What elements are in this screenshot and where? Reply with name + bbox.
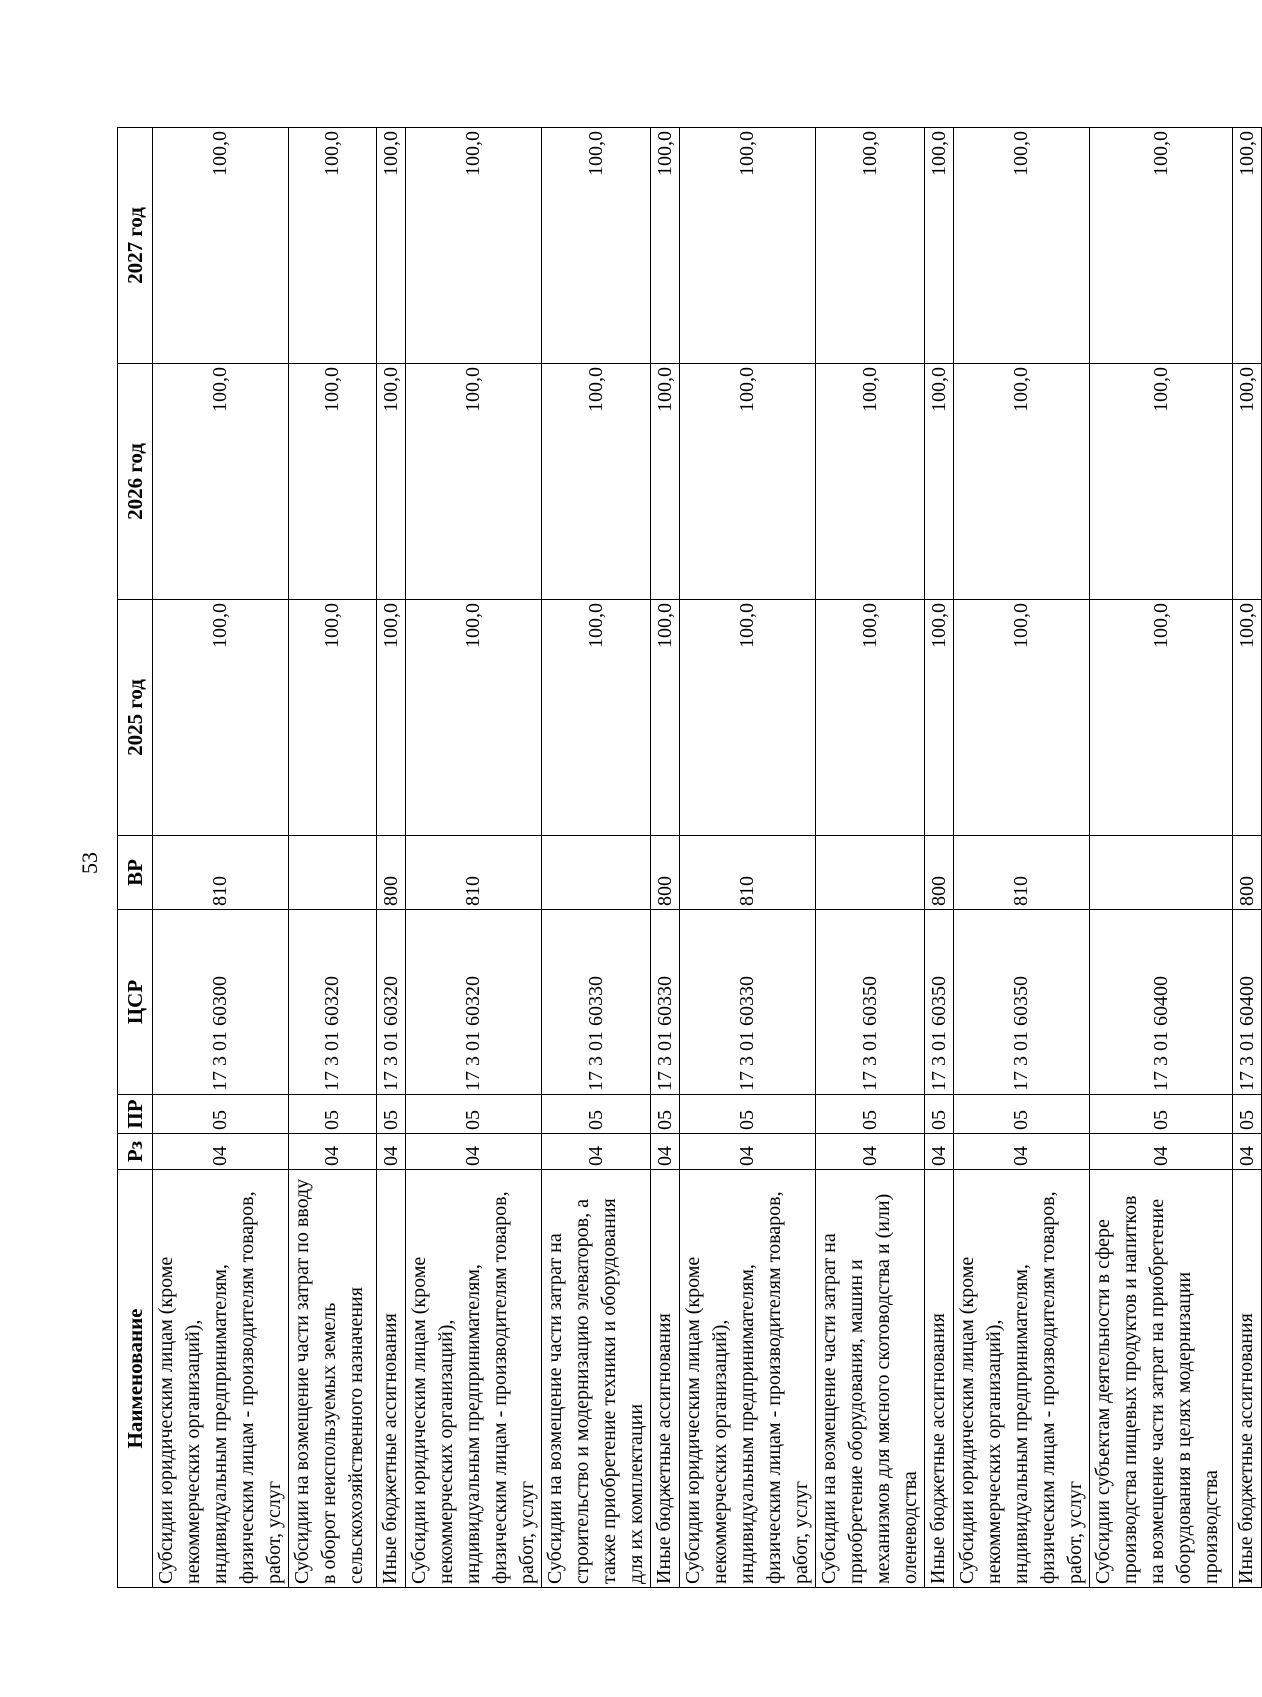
row-2025: 100,0 (542, 600, 651, 836)
row-2026: 100,0 (153, 364, 289, 600)
row-vr: 800 (1233, 836, 1262, 910)
row-2026: 100,0 (1233, 364, 1262, 600)
row-rz: 04 (816, 1134, 925, 1170)
row-rz: 04 (680, 1134, 816, 1170)
row-pr: 05 (954, 1095, 1090, 1134)
row-2026: 100,0 (1090, 364, 1233, 600)
row-csr: 17 3 01 60320 (406, 910, 542, 1095)
row-2027: 100,0 (680, 128, 816, 364)
row-2027: 100,0 (1090, 128, 1233, 364)
row-name: Субсидии юридическим лицам (кроме некоммерческих организаций), индивидуальным предпринимателям, физическим лицам - производителям товаров, работ, услуг (954, 1170, 1090, 1588)
table-row (377, 128, 406, 1588)
row-2025: 100,0 (680, 600, 816, 836)
row-name: Субсидии юридическим лицам (кроме некоммерческих организаций), индивидуальным предпринимателям, физическим лицам - производителям товаров, работ, услуг (153, 1170, 289, 1588)
row-pr: 05 (651, 1095, 680, 1134)
row-name: Иные бюджетные ассигнования (651, 1170, 680, 1588)
row-rz: 04 (954, 1134, 1090, 1170)
row-2027: 100,0 (542, 128, 651, 364)
table-row (954, 128, 1090, 1588)
row-2026: 100,0 (651, 364, 680, 600)
row-2025: 100,0 (1233, 600, 1262, 836)
row-2026: 100,0 (925, 364, 954, 600)
row-pr: 05 (1090, 1095, 1233, 1134)
row-name: Субсидии юридическим лицам (кроме некоммерческих организаций), индивидуальным предпринимателям, физическим лицам - производителям товаров, работ, услуг (680, 1170, 816, 1588)
row-pr: 05 (289, 1095, 377, 1134)
row-2025: 100,0 (289, 600, 377, 836)
row-vr (816, 836, 925, 910)
row-name: Субсидии субъектам деятельности в сфере производства пищевых продуктов и напитков на возмещение части затрат на приобретение оборудования в целях модернизации производства (1090, 1170, 1233, 1588)
row-rz: 04 (406, 1134, 542, 1170)
table-row (680, 128, 816, 1588)
row-vr: 800 (925, 836, 954, 910)
row-vr: 800 (377, 836, 406, 910)
row-rz: 04 (289, 1134, 377, 1170)
table-header-row (118, 128, 153, 1588)
table-row (651, 128, 680, 1588)
row-rz: 04 (377, 1134, 406, 1170)
row-vr: 810 (954, 836, 1090, 910)
row-2025: 100,0 (954, 600, 1090, 836)
row-pr: 05 (542, 1095, 651, 1134)
row-pr: 05 (816, 1095, 925, 1134)
row-name: Субсидии юридическим лицам (кроме некоммерческих организаций), индивидуальным предпринимателям, физическим лицам - производителям товаров, работ, услуг (406, 1170, 542, 1588)
row-pr: 05 (925, 1095, 954, 1134)
row-csr: 17 3 01 60330 (651, 910, 680, 1095)
table-row (406, 128, 542, 1588)
row-name: Субсидии на возмещение части затрат по вводу в оборот неиспользуемых земель сельскохозяйственного назначения (289, 1170, 377, 1588)
row-vr (542, 836, 651, 910)
row-rz: 04 (651, 1134, 680, 1170)
row-2027: 100,0 (289, 128, 377, 364)
row-2027: 100,0 (816, 128, 925, 364)
table-row (153, 128, 289, 1588)
row-pr: 05 (377, 1095, 406, 1134)
row-2027: 100,0 (954, 128, 1090, 364)
row-2026: 100,0 (542, 364, 651, 600)
row-name: Субсидии на возмещение части затрат на приобретение оборудования, машин и механизмов для мясного скотоводства и (или) оленеводства (816, 1170, 925, 1588)
row-name: Субсидии на возмещение части затрат на строительство и модернизацию элеваторов, а также приобретение техники и оборудования для их комплектации (542, 1170, 651, 1588)
row-2025: 100,0 (816, 600, 925, 836)
table-row (289, 128, 377, 1588)
row-csr: 17 3 01 60350 (925, 910, 954, 1095)
row-pr: 05 (406, 1095, 542, 1134)
row-pr: 05 (680, 1095, 816, 1134)
row-2027: 100,0 (651, 128, 680, 364)
header-pr: ПР (118, 1095, 153, 1134)
row-2025: 100,0 (406, 600, 542, 836)
row-vr: 800 (651, 836, 680, 910)
row-csr: 17 3 01 60330 (542, 910, 651, 1095)
row-csr: 17 3 01 60350 (954, 910, 1090, 1095)
row-csr: 17 3 01 60320 (289, 910, 377, 1095)
row-2025: 100,0 (925, 600, 954, 836)
header-2027: 2027 год (118, 128, 153, 364)
row-2026: 100,0 (954, 364, 1090, 600)
row-rz: 04 (925, 1134, 954, 1170)
row-csr: 17 3 01 60320 (377, 910, 406, 1095)
row-2025: 100,0 (1090, 600, 1233, 836)
row-rz: 04 (153, 1134, 289, 1170)
row-2027: 100,0 (153, 128, 289, 364)
row-csr: 17 3 01 60330 (680, 910, 816, 1095)
header-csr: ЦСР (118, 910, 153, 1095)
row-pr: 05 (153, 1095, 289, 1134)
table-row (1090, 128, 1233, 1588)
row-2025: 100,0 (153, 600, 289, 836)
row-name: Иные бюджетные ассигнования (925, 1170, 954, 1588)
row-vr: 810 (680, 836, 816, 910)
row-vr: 810 (406, 836, 542, 910)
row-rz: 04 (542, 1134, 651, 1170)
row-2026: 100,0 (377, 364, 406, 600)
header-name: Наименование (118, 1170, 153, 1588)
row-2026: 100,0 (816, 364, 925, 600)
table-row (1233, 128, 1262, 1588)
row-csr: 17 3 01 60350 (816, 910, 925, 1095)
row-2027: 100,0 (925, 128, 954, 364)
header-vr: ВР (118, 836, 153, 910)
budget-table-container (117, 128, 1258, 1588)
row-vr: 810 (153, 836, 289, 910)
row-2027: 100,0 (1233, 128, 1262, 364)
row-2025: 100,0 (377, 600, 406, 836)
header-rz: Рз (118, 1134, 153, 1170)
table-row (816, 128, 925, 1588)
header-2026: 2026 год (118, 364, 153, 600)
row-2026: 100,0 (289, 364, 377, 600)
row-2025: 100,0 (651, 600, 680, 836)
row-vr (289, 836, 377, 910)
row-csr: 17 3 01 60400 (1233, 910, 1262, 1095)
table-row (925, 128, 954, 1588)
budget-table (117, 127, 1262, 1588)
row-2027: 100,0 (406, 128, 542, 364)
page-number: 53 (77, 852, 102, 874)
row-name: Иные бюджетные ассигнования (1233, 1170, 1262, 1588)
row-rz: 04 (1233, 1134, 1262, 1170)
row-vr (1090, 836, 1233, 910)
row-2027: 100,0 (377, 128, 406, 364)
row-name: Иные бюджетные ассигнования (377, 1170, 406, 1588)
row-csr: 17 3 01 60400 (1090, 910, 1233, 1095)
row-csr: 17 3 01 60300 (153, 910, 289, 1095)
row-pr: 05 (1233, 1095, 1262, 1134)
table-row (542, 128, 651, 1588)
row-rz: 04 (1090, 1134, 1233, 1170)
header-2025: 2025 год (118, 600, 153, 836)
row-2026: 100,0 (680, 364, 816, 600)
row-2026: 100,0 (406, 364, 542, 600)
